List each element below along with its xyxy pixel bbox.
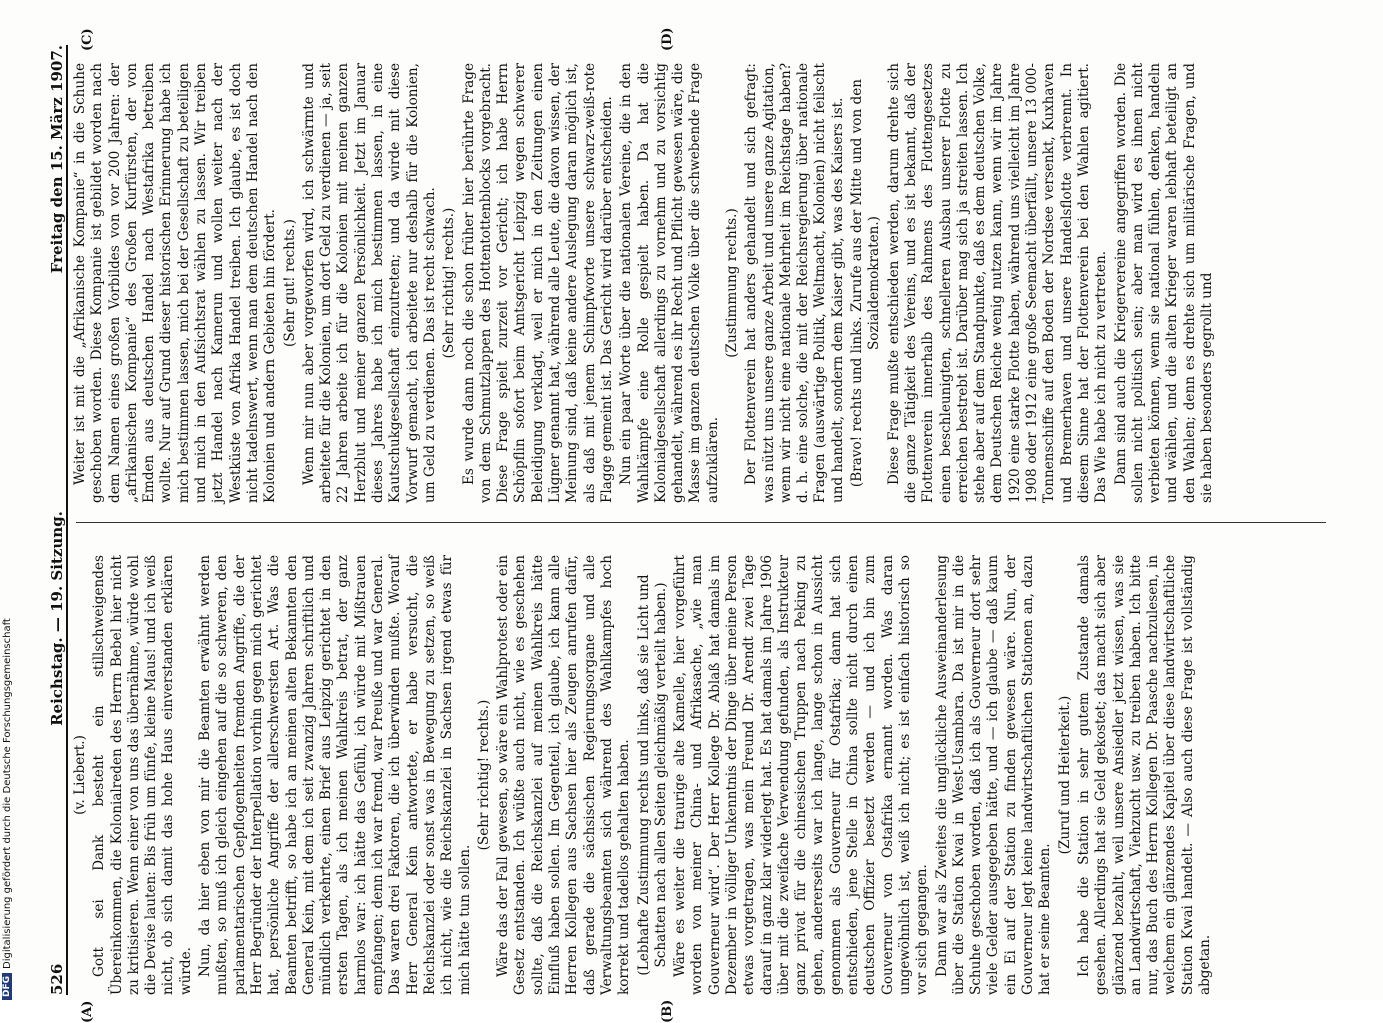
paragraph: Wäre das der Fall gewesen, so wäre ein Wahlprotest oder ein Gesetz entstanden. Ich wüßte auch nicht, wie es geschehen sollte, daß die Reichskanzlei auf meinen Wahlkreis hätte Einfluß haben sollen. Im Gegenteil, ich glaube, ich kann alle Herren Kollegen aus Sachsen hier als Zeugen anrufen dafür, daß gerade die sächsischen Regierungsorgane und alle Verwaltungsbeamten sich während des Wahlkampfes hoch korrekt und tadellos gehalten haben. <box>495 554 633 995</box>
left-column <box>72 555 1216 995</box>
interjection: (Sehr gut! rechts.) <box>281 219 298 347</box>
margin-mark-d: (D) <box>660 27 675 51</box>
paragraph: Dann war als Zweites die unglückliche Ausweinanderlesung über die Station Kwai in West-Usambara. Da ist mir in die Schuhe geschoben worden, daß ich als Gouverneur dort sehr viele Gelder ausgegeben hätte, und — ich glaube — daß kaum ein Ei auf der Station zu finden gewesen wäre. Nun, der Gouverneur legt keine landwirtschaftlichen Stationen an, dazu hat er seine Beamten. <box>933 555 1054 995</box>
paragraph: Wenn mir nun aber vorgeworfen wird, ich schwärmte und arbeitete für die Kolonien, um dort Geld zu verdienen — ja, seit 22 Jahren arbeite ich für die Kolonien mit meinen ganzen Herzblut und meiner ganzen Persönlichkeit. Jetzt im Januar dieses Jahres habe ich mich bestimmen lassen, in eine Kautschukgesellschaft einzutreten; und da wirde mit diese Vorwurf gemacht, ich arbeitete nur deshalb für die Kolonien, um Geld zu verdienen. Das ist recht schwach. <box>300 63 438 503</box>
paragraph: Nun, da hier eben von mir die Beamten erwähnt werden mußten, so muß ich gleich eingehen auf die so schweren, den parlamentarischen Gepflogenheiten fremden Angriffe, die der Herr Begründer der Interpellation vorhin gegen mich gerichtet hat, persönliche Angriffe der allerschwersten Art. Was die Beamten betrifft, so habe ich an meinen alten Bekannten den General Kein, mit dem ich seit zwanzig Jahren schriftlich und mündlich verkehrte, einen Brief aus Leipzig gerichtet in den ersten Tagen, als ich meinen Wahlkreis betrat, der ganz harmlos war: ich hätte das Gefühl, ich würde mit Mißtrauen empfangen; denn ich war fremd, war Preuße und war General. Das waren drei Faktoren, die ich überwinden mußte. Worauf Herr General Kein antwortete, er habe versucht, die Reichskanzlei oder sonst was in Bewegung zu setzen, so weiß ich nicht, wie die Reichskanzlei in Sachsen irgend etwas für mich hätte tun sollen. <box>197 555 473 995</box>
paragraph: Der Flottenverein hat anders gehandelt und sich gefragt: was nützt uns unsere ganze Arbeit und unsere ganze Agitation, wenn wir nicht eine nationale Mehrheit im Reichstage haben? d. h. eine solche, die mit der Reichsregierung über nationale Fragen (auswärtige Politik, Weltmacht, Kolonien) nicht feilscht und handelt, sondern dem Kaiser gibt, was des Kaisers ist. <box>743 63 846 503</box>
interjection: (Sehr richtig! rechts.) <box>475 699 492 851</box>
margin-mark-b: (B) <box>660 999 675 1023</box>
margin-mark-a: (A) <box>80 1000 95 1023</box>
margin-mark-c: (C) <box>80 28 95 51</box>
paragraph: Wäre es weiter die traurige alte Kamelle, hier vorgeführt worden von meiner China- und Afrikasache, „wie man Gouverneur wird“. Der Herr Kollege Dr. Ablaß hat damals im Dezember in völliger Unkenntnis der Dinge über meine Person etwas vorgetragen, was mein Freund Dr. Arendt zwei Tage darauf in ganz klar widerlegt hat. Es hat damals im Jahre 1906 über mit die zweifache Verwendung gefunden, als Instrukteur ganz privat für die chinesischen Truppen nach Peking zu gehen, andererseits war ich lange, lange schon in Aussicht genommen als Gouverneur für Ostafrika; dann hat sich entschieden, jene Stelle in China sollte nicht durch einen deutschen Offizier besetzt werden — und ich bin zum Gouverneur von Ostafrika ernannt worden. Was daran ungewöhnlich ist, weiß ich nicht; es ist einfach historisch so vor sich gegangen. <box>672 555 931 995</box>
interjection: (Bravo! rechts und links. Zurufe aus der Mitte und von den Sozialdemokraten.) <box>849 78 883 488</box>
paragraph: Weiter ist mit die „Afrikanische Kompanie“ in die Schuhe geschoben worden. Diese Kompanie ist gebildet worden nach dem Namen eines großen Vorbildes von vor 200 Jahren: der „afrikanischen Kompanie“ des Großen Kurfürsten, der von Emden aus deutschen Handel nach Westafrika betreiben wollte. Nur auf Grund dieser historischen Erinnerung habe ich mich bestimmen lassen, mich bei der Gesellschaft zu beteiligen und mich in den Aufsichtsrat wählen zu lassen. Wir treiben jetzt Handel nach Kamerun und wollen weiter nach der Westküste von Afrika Handel treiben. Ich glaube, es ist doch nicht tadelnswert, wenn man dem deutschen Handel nach den Kolonien und andern Gebieten hin fördert. <box>72 63 279 503</box>
page-title: Reichstag. — 19. Sitzung. <box>48 511 66 726</box>
rotated-page-content <box>40 27 1330 1023</box>
paragraph: Gott sei Dank besteht ein stillschweigendes Übereinkommen, die Kolonialreden des Herrn Bebel hier nicht zu kritisieren. Wenn einer von uns das übernähme, würde wohl die Devise lauten: Bis früh um fünfe, kleine Maus! und ich weiß nicht, ob sich damit das hohe Haus einverstanden erklären würde. <box>91 555 194 995</box>
paragraph: Diese Frage mußte entschieden werden, darum drehte sich die ganze Tätigkeit des Vereins, und es ist bekannt, daß der Flottenverein innerhalb des Rahmens des Flottengesetzes einen beschleunigten, schnelleren Ausbau unserer Flotte zu erreichen bestrebt ist. Darüber mag sich ja streiten lassen. Ich stehe aber auf dem Standpunkte, daß es dem deutschen Volke, dem Deutschen Reiche wenig nutzen kann, wenn wir im Jahre 1920 eine starke Flotte haben, während uns vielleicht im Jahre 1908 oder 1912 eine große Seemacht überfällt, unsere 13 000-Tonnenschiffe auf den Boden der Nordsee versenkt, Kuxhaven und Bremerhaven und unsere Handelsflotte verbrennt. In diesem Sinne hat der Flottenverein bei den Wahlen agitiert. Das Wie habe ich nicht zu vertreten. <box>885 63 1110 503</box>
paragraph: Ich habe die Station in sehr gutem Zustande damals gesehen. Allerdings hat sie Geld gekostet; das macht sich aber glänzend bezahlt, weil unsere Ansiedler jetzt wissen, was sie an Landwirtschaft, Viehzucht usw. zu treiben haben. Ich bitte nur, das Buch des Herrn Kollegen Dr. Paasche nachzulesen, in welchem ein glänzendes Kapitel über diese landwirtschaftliche Station Kwai handelt. — Also auch diese Frage ist vollständig abgetan. <box>1075 555 1213 995</box>
interjection: (Sehr richtig! rechts.) <box>441 207 458 359</box>
column-divider <box>76 522 1326 523</box>
paragraph: Nun ein paar Worte über die nationalen Vereine, die in den Wahlkämpfe eine Rolle gespielt haben. Da hat die Kolonialgesellschaft allerdings zu vornehm und zu vorsichtig gehandelt, während es ihr Recht und Pflicht gewesen wäre, die Masse im ganzen deutschen Volke über die schwebende Frage aufzuklären. <box>618 63 721 503</box>
footer-text: Digitalisierung gefördert durch die Deutsche Forschungsgemeinschaft <box>1 618 13 969</box>
interjection: (Zuruf und Heiterkeit.) <box>1056 695 1073 855</box>
right-column <box>72 63 1218 503</box>
page-number: 526 <box>48 963 66 995</box>
paragraph: Es wurde dann noch die schon früher hier berührte Frage von dem Schmutzlappen des Hottentottenblocks vorgebracht. Diese Frage spielt zurzeit vor Gericht; ich habe Herrn Schöpflin sofort beim Amtsgericht Leipzig wegen schwerer Beleidigung verklagt, weil er mich in den Zeitungen einen Lügner genannt hat, während alle Leute, die davon wissen, der Meinung sind, daß keine andere Auslegung daran möglich ist, als daß mit jenem Schimpfworte unsere schwarz-weiß-rote Flagge gemeint ist. Das Gericht wird darüber entscheiden. <box>460 63 615 503</box>
paragraph: Dann sind auch die Kriegervereine angegriffen worden. Die sollen nicht politisch sein; aber man wird es ihnen nicht verbieten können, wenn sie national fühlen, denken, handeln und wählen, und die alten Krieger waren lebhaft beteiligt an den Wahlen; denn es drehte sich um militärische Fragen, und sie haben besonders gegrollt und <box>1112 63 1215 503</box>
digitization-footer <box>0 0 14 1000</box>
interjection: (Lebhafte Zustimmung rechts und links, daß sie Licht und Schatten nach allen Seiten gleichmäßig verteilt haben.) <box>635 574 669 976</box>
interjection: (Zustimmung rechts.) <box>723 208 740 358</box>
speaker-label: (v. Liebert.) <box>72 735 88 815</box>
page-date: Freitag den 15. März 1907. <box>48 45 66 274</box>
dfg-logo: DFG <box>2 973 12 1000</box>
page-header <box>40 45 68 995</box>
